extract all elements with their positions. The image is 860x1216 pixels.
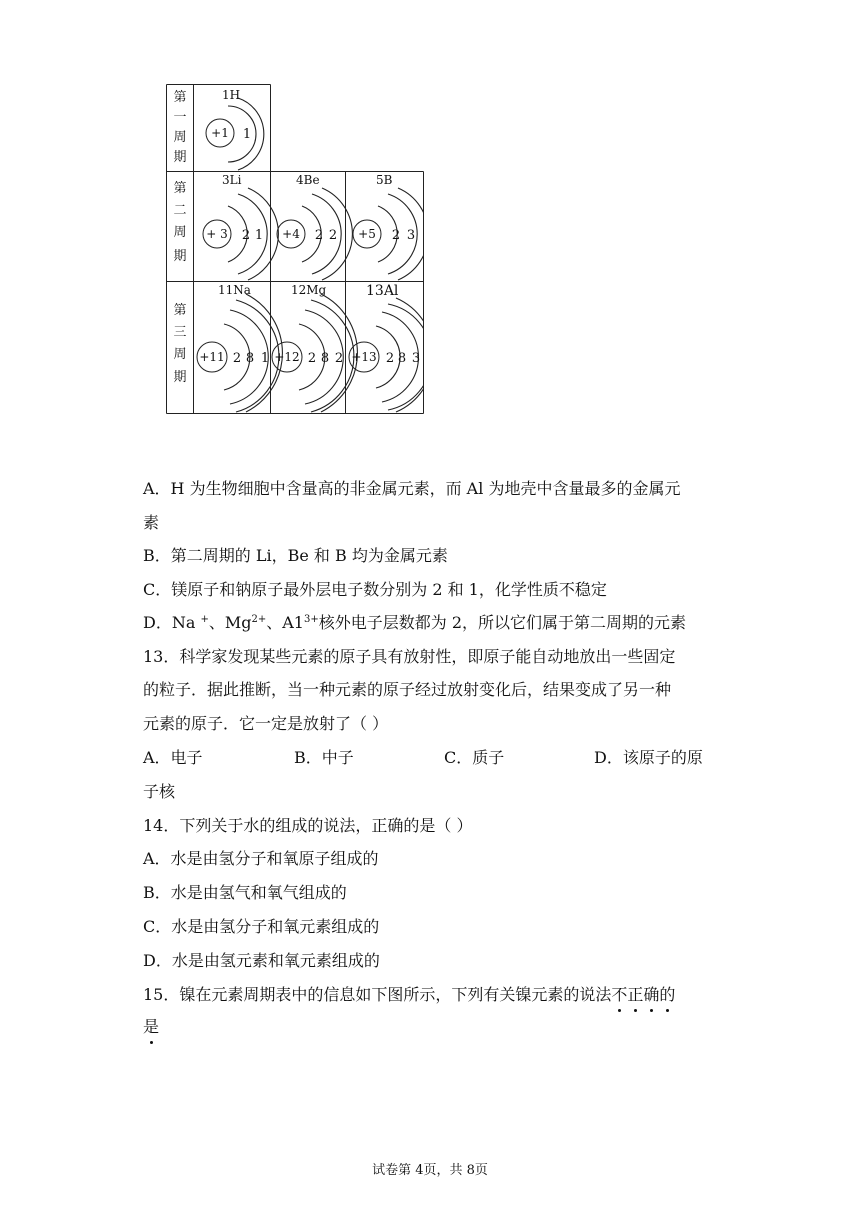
q12-option-a-line2: 素 (143, 513, 160, 532)
atom-al-shell-1: 2 (385, 351, 395, 366)
period-1-char-2: 一 (173, 110, 187, 125)
atom-mg-name: 12Mg (291, 283, 327, 297)
atom-h-name: 1H (222, 88, 241, 102)
atom-mg-nucleus: +12 (274, 350, 300, 364)
q13-option-a: A．电子 (143, 748, 203, 767)
q13-option-d: D．该原子的原 (594, 748, 703, 767)
q12-d-part2: 、Mg (208, 613, 252, 632)
q12-option-a-line1: A．H 为生物细胞中含量高的非金属元素，而 Al 为地壳中含量最多的金属元 (143, 479, 681, 498)
q15-emph-char-4: 的 (659, 985, 676, 1004)
period-3-char-1: 第 (173, 303, 187, 318)
atom-mg-shell-1: 2 (307, 351, 317, 366)
q13-option-d-cont: 子核 (143, 782, 176, 801)
atom-be-nucleus: +4 (282, 227, 300, 241)
q15-emph-char-2: 正 (627, 985, 644, 1004)
atom-na-shell-2: 8 (245, 351, 255, 366)
q12-d-part3: 、A1 (266, 613, 304, 632)
period-3-char-4: 期 (173, 370, 187, 385)
q15-emph-char-3: 确 (643, 985, 660, 1004)
atom-mg-shell-3: 2 (334, 351, 344, 366)
q15-stem-line2 (143, 1016, 159, 1038)
atom-be-shell-2: 2 (328, 228, 338, 243)
q15-emph-char-5: 是 (143, 1017, 160, 1036)
period-2-char-3: 周 (173, 225, 187, 240)
q13-option-b: B．中子 (294, 748, 354, 767)
q12-d-sup2: 2+ (251, 614, 267, 625)
q12-option-b: B．第二周期的 Li，Be 和 B 均为金属元素 (143, 546, 448, 565)
q14-option-c: C．水是由氢分子和氧元素组成的 (143, 917, 380, 936)
period-1-char-3: 周 (173, 130, 187, 145)
atom-b-shell-2: 3 (406, 228, 416, 243)
q14-stem: 14．下列关于水的组成的说法，正确的是（ ） (143, 816, 473, 835)
atom-al-shell-3: 3 (411, 351, 421, 366)
atom-na-name: 11Na (218, 283, 251, 297)
period-1-char-1: 第 (173, 90, 187, 105)
q13-stem-line1: 13．科学家发现某些元素的原子具有放射性，即原子能自动地放出一些固定 (143, 647, 676, 666)
atom-al-nucleus: +13 (351, 350, 377, 364)
atom-li-shell-2: 1 (254, 228, 264, 243)
q15-stem-line1 (143, 984, 675, 1006)
period-2-char-2: 二 (173, 203, 187, 218)
q14-option-a: A．水是由氢分子和氧原子组成的 (143, 849, 379, 868)
q15-emph-char-1: 不 (611, 985, 628, 1004)
period-3-char-2: 三 (173, 325, 187, 340)
q12-option-d (143, 612, 686, 634)
page-footer: 试卷第 4页，共 8页 (372, 1163, 488, 1178)
q12-d-sup1: + (200, 614, 209, 625)
atom-al-shell-2: 8 (397, 351, 407, 366)
atom-na-shell-3: 1 (260, 351, 270, 366)
period-3-char-3: 周 (173, 347, 187, 362)
atom-b-shell-1: 2 (391, 228, 401, 243)
q14-option-b: B．水是由氢气和氧气组成的 (143, 883, 347, 902)
atom-b-name: 5B (376, 173, 393, 187)
q12-d-sup3: 3+ (304, 614, 319, 625)
atomic-structure-figure (166, 84, 424, 414)
atom-h-shell-1: 1 (242, 127, 252, 142)
atom-na-nucleus: +11 (199, 350, 225, 364)
q12-d-part1: D．Na (143, 613, 201, 632)
period-1-char-4: 期 (173, 150, 187, 165)
atom-li-shell-1: 2 (241, 228, 251, 243)
atom-na-shell-1: 2 (232, 351, 242, 366)
atom-be-name: 4Be (296, 173, 320, 187)
q14-option-d: D．水是由氢元素和氧元素组成的 (143, 951, 380, 970)
atom-li-name: 3Li (222, 173, 242, 187)
q13-stem-line2: 的粒子．据此推断，当一种元素的原子经过放射变化后，结果变成了另一种 (143, 680, 672, 699)
atom-h-nucleus: +1 (211, 126, 229, 140)
atom-be-shell-1: 2 (314, 228, 324, 243)
atom-b-nucleus: +5 (358, 227, 376, 241)
q13-option-c: C．质子 (444, 748, 505, 767)
q12-option-c: C．镁原子和钠原子最外层电子数分别为 2 和 1，化学性质不稳定 (143, 580, 607, 599)
atom-li-nucleus: + 3 (206, 227, 228, 241)
atom-al-name: 13Al (366, 283, 399, 299)
q13-stem-line3: 元素的原子．它一定是放射了（ ） (143, 714, 389, 733)
period-2-char-1: 第 (173, 181, 187, 196)
period-2-char-4: 期 (173, 249, 187, 264)
atom-mg-shell-2: 8 (320, 351, 330, 366)
q15-stem-part1: 15．镍在元素周期表中的信息如下图所示，下列有关镍元素的说法 (143, 985, 612, 1004)
q12-d-part4: 核外电子层数都为 2，所以它们属于第二周期的元素 (318, 613, 687, 632)
